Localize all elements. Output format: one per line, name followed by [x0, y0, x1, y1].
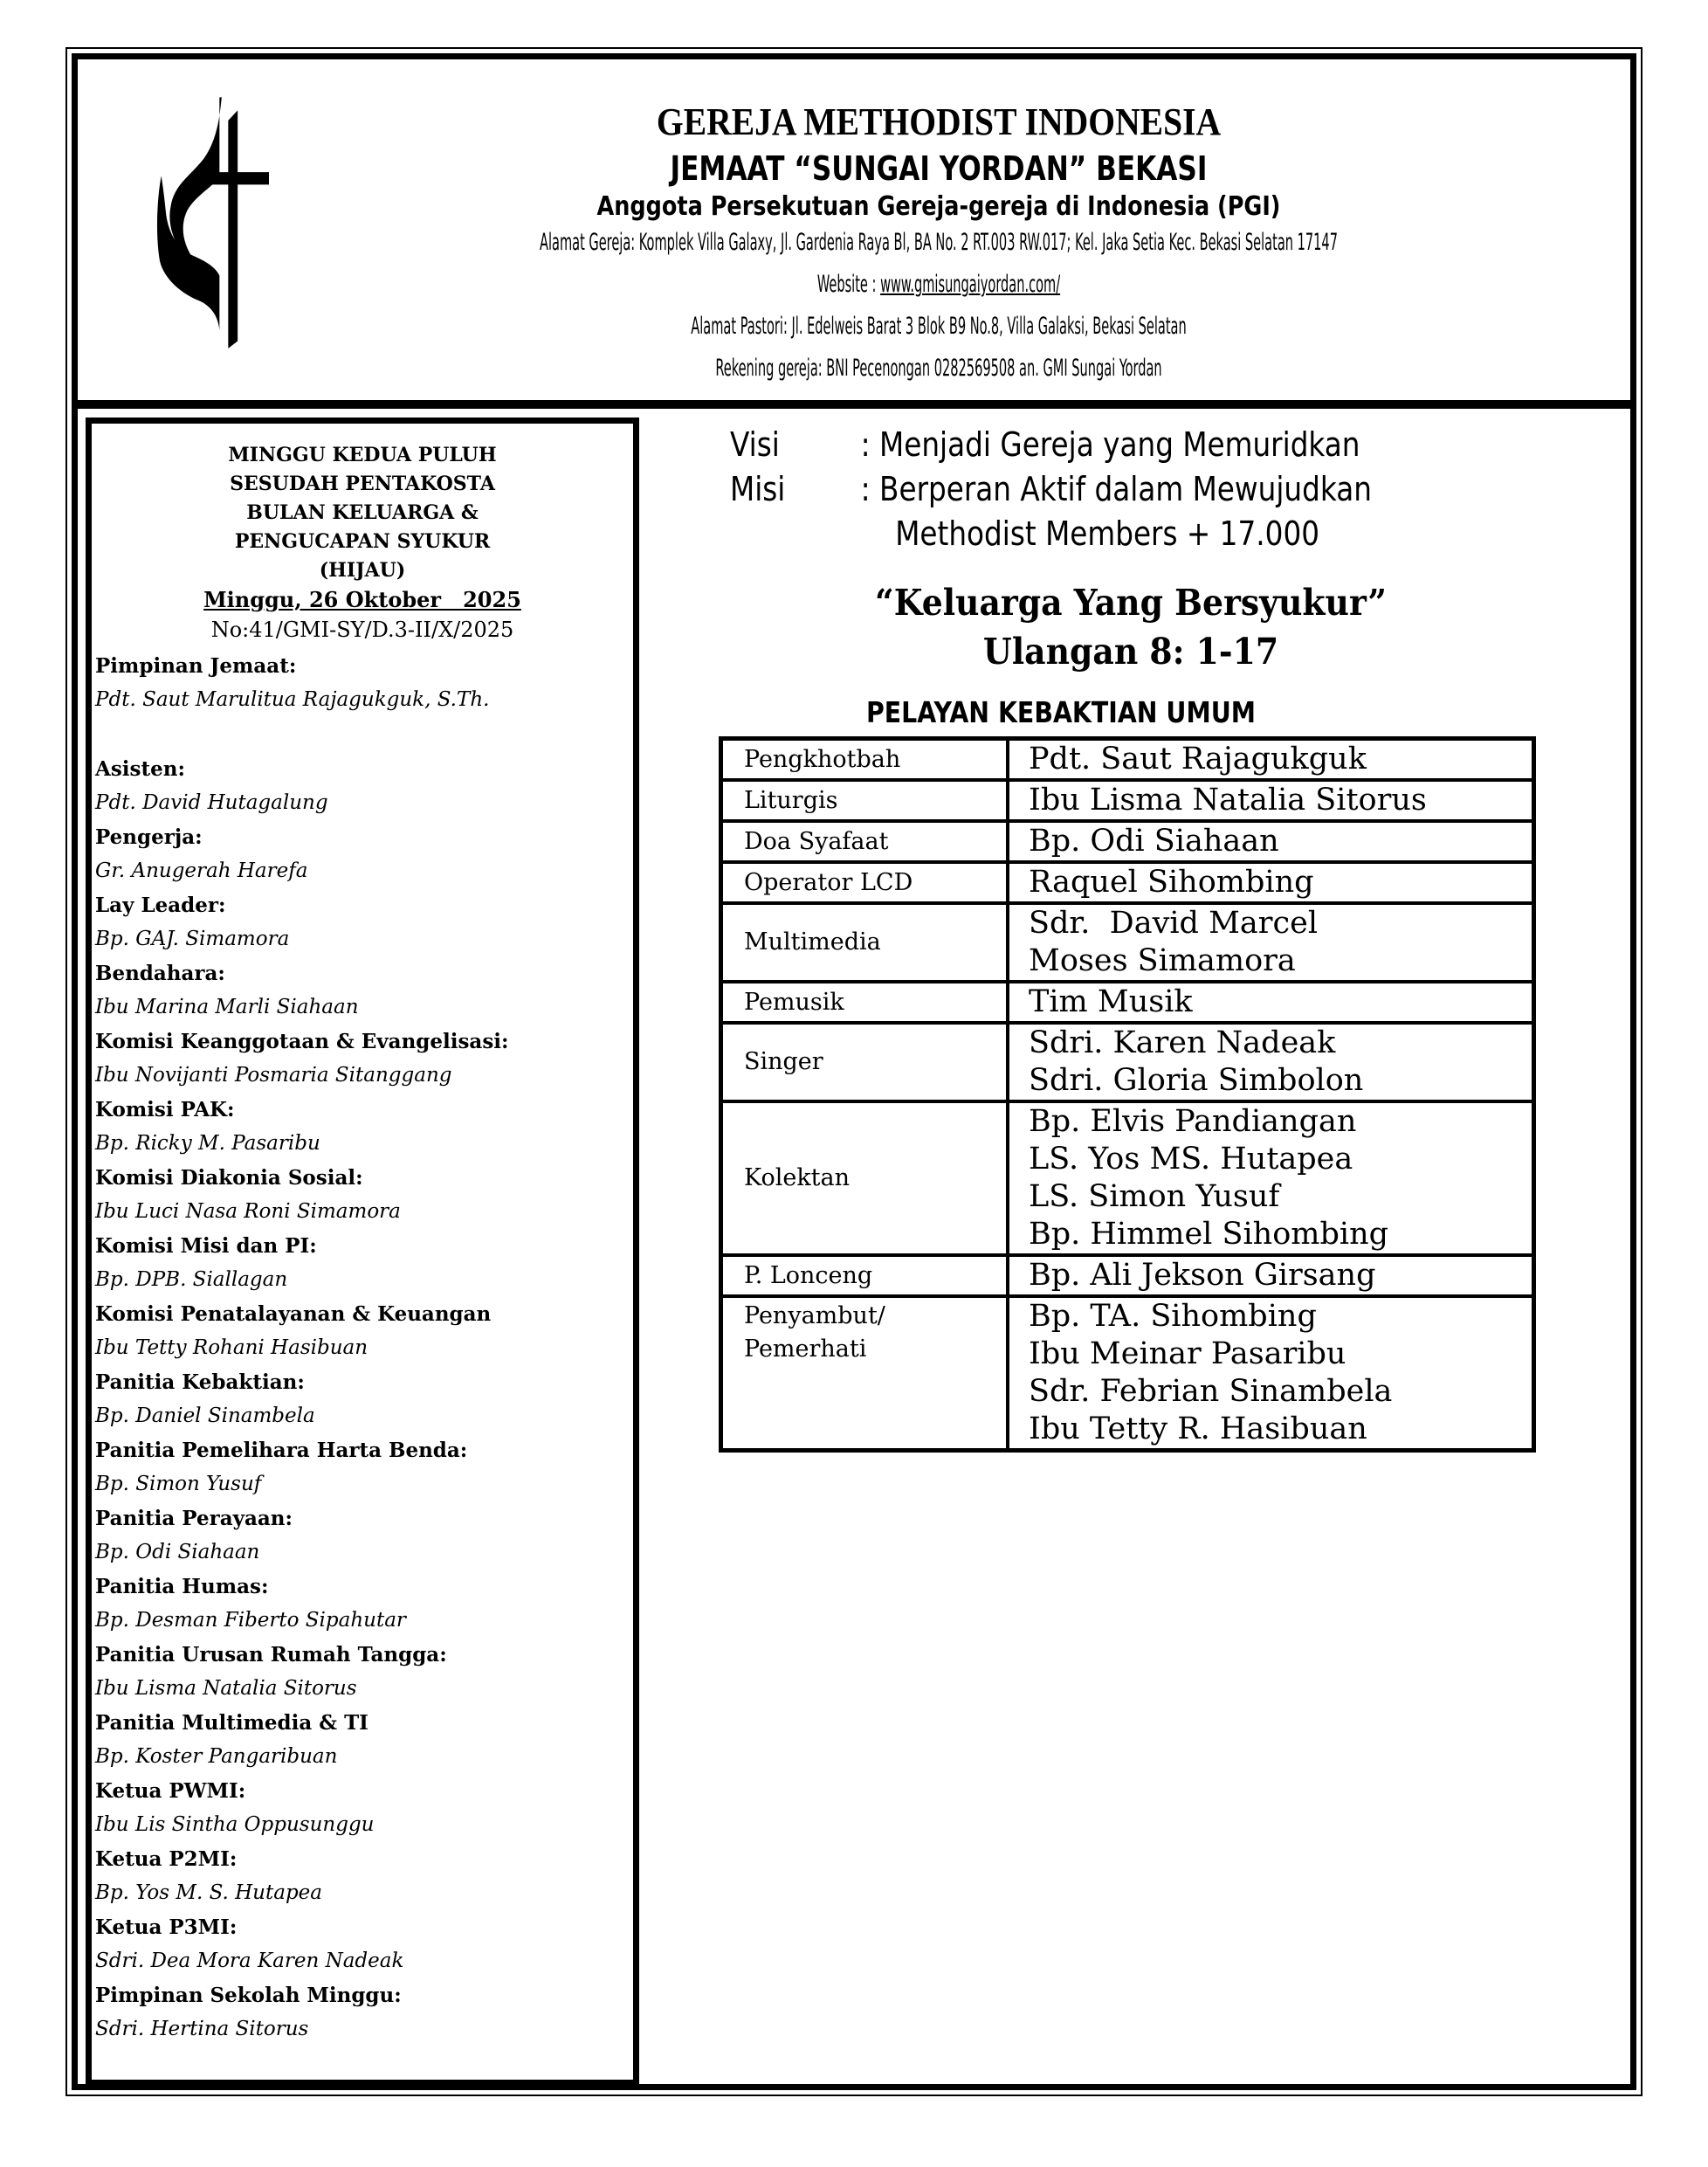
- officer-role: Bendahara:: [95, 962, 225, 985]
- church-address: Alamat Gereja: Komplek Villa Galaxy, Jl. Gardenia Raya Bl, BA No. 2 RT.003 RW.017; Kel. Jaka Setia Kec. Bekasi Selatan 17147: [540, 229, 1338, 256]
- officer-name: Bp. Simon Yusuf: [95, 1473, 262, 1495]
- officer-name: Ibu Lisma Natalia Sitorus: [95, 1677, 357, 1700]
- service-name: Tim Musik: [1029, 984, 1193, 1019]
- service-name: Pdt. Saut Rajagukguk: [1029, 742, 1367, 776]
- website-line: [533, 273, 1345, 314]
- officer-name: Bp. Koster Pangaribuan: [95, 1745, 338, 1768]
- service-role: Liturgis: [721, 780, 1009, 821]
- officer-role: Ketua P2MI:: [95, 1847, 238, 1871]
- officer-name: Gr. Anugerah Harefa: [95, 859, 308, 882]
- header-divider: [72, 400, 1636, 409]
- officer-name: Bp. GAJ. Simamora: [95, 928, 290, 950]
- sidebar-heading-line: SESUDAH PENTAKOSTA: [230, 473, 495, 495]
- service-name: Bp. Himmel Sihombing: [1029, 1217, 1389, 1252]
- service-row: [721, 1023, 1534, 1101]
- mission-row: [730, 467, 1372, 512]
- sidebar-heading-line: (HIJAU): [319, 559, 406, 582]
- document-number: No:41/GMI-SY/D.3-II/X/2025: [210, 618, 514, 642]
- service-table-title: PELAYAN KEBAKTIAN UMUM: [865, 695, 1256, 729]
- service-roster-table: [719, 736, 1536, 1453]
- officer-name: Bp. Daniel Sinambela: [95, 1404, 315, 1427]
- sidebar-heading-line: PENGUCAPAN SYUKUR: [234, 530, 491, 553]
- parsonage-address: Alamat Pastori: Jl. Edelweis Barat 3 Blok B9 No.8, Villa Galaksi, Bekasi Selatan: [691, 313, 1187, 340]
- membership-line: Anggota Persekutuan Gereja-gereja di Indonesia (PGI): [596, 191, 1281, 222]
- service-name: Sdr. David Marcel: [1029, 906, 1319, 941]
- officer-name: Pdt. David Hutagalung: [95, 791, 328, 814]
- officer-role: Ketua P3MI:: [95, 1915, 238, 1939]
- service-row: [721, 1296, 1534, 1451]
- vision-label: Visi: [730, 425, 780, 464]
- service-name: Ibu Meinar Pasaribu: [1029, 1336, 1346, 1371]
- officer-role: Ketua PWMI:: [95, 1779, 246, 1803]
- officer-role: Komisi Keanggotaan & Evangelisasi:: [95, 1030, 509, 1053]
- officer-name: Bp. Desman Fiberto Sipahutar: [95, 1609, 406, 1632]
- cross-and-flame-icon: [138, 68, 269, 374]
- service-role: [721, 1296, 1009, 1451]
- service-role: P. Lonceng: [721, 1255, 1009, 1296]
- vision-row: [730, 423, 1372, 467]
- officer-role: Panitia Humas:: [95, 1575, 269, 1598]
- vision-text: : Menjadi Gereja yang Memuridkan: [860, 425, 1360, 464]
- service-row: [721, 821, 1534, 862]
- service-names: [1008, 1101, 1534, 1255]
- service-name: Sdri. Gloria Simbolon: [1029, 1063, 1364, 1098]
- officer-role: Lay Leader:: [95, 894, 226, 917]
- officer-role: Pimpinan Sekolah Minggu:: [95, 1984, 402, 2007]
- officer-name: Bp. Ricky M. Pasaribu: [95, 1132, 320, 1155]
- officer-role: Panitia Perayaan:: [95, 1507, 293, 1530]
- service-names: [1008, 903, 1534, 982]
- service-role: Pengkhotbah: [721, 739, 1009, 781]
- officer-role: Panitia Multimedia & TI: [95, 1711, 368, 1735]
- officers-list: [95, 649, 630, 2046]
- service-names: [1008, 982, 1534, 1023]
- officer-name: Ibu Tetty Rohani Hasibuan: [95, 1336, 368, 1359]
- mission-label: Misi: [730, 470, 786, 508]
- service-name: LS. Yos MS. Hutapea: [1029, 1142, 1353, 1177]
- officer-name: Ibu Luci Nasa Roni Simamora: [95, 1200, 401, 1223]
- letterhead: [262, 100, 1615, 398]
- sidebar-officers-box: [86, 418, 639, 2086]
- service-name: Bp. Ali Jekson Girsang: [1029, 1258, 1376, 1293]
- officer-role: Panitia Kebaktian:: [95, 1370, 305, 1394]
- officer-role: Komisi Diakonia Sosial:: [95, 1166, 363, 1190]
- service-name: Bp. Elvis Pandiangan: [1029, 1104, 1357, 1139]
- service-name: LS. Simon Yusuf: [1029, 1179, 1280, 1214]
- service-role: Kolektan: [721, 1101, 1009, 1255]
- officer-name: Bp. DPB. Siallagan: [95, 1268, 288, 1291]
- officer-name: Bp. Yos M. S. Hutapea: [95, 1881, 322, 1904]
- service-row: [721, 1255, 1534, 1296]
- sidebar-heading-line: MINGGU KEDUA PULUH: [228, 444, 497, 466]
- website-label: Website :: [816, 271, 881, 298]
- officer-role: Pimpinan Jemaat:: [95, 654, 297, 678]
- theme-scripture: Ulangan 8: 1-17: [982, 631, 1279, 673]
- officer-name: Ibu Marina Marli Siahaan: [95, 996, 359, 1018]
- officer-role: Panitia Pemelihara Harta Benda:: [95, 1439, 468, 1462]
- website-link[interactable]: www.gmisungaiyordan.com/: [880, 271, 1061, 298]
- sermon-theme: [716, 578, 1546, 676]
- officer-name: Ibu Novijanti Posmaria Sitanggang: [95, 1064, 452, 1087]
- service-names: [1008, 739, 1534, 781]
- service-row: [721, 982, 1534, 1023]
- officer-name: Pdt. Saut Marulitua Rajagukguk, S.Th.: [95, 688, 490, 711]
- mission-continuation: Methodist Members + 17.000: [895, 514, 1320, 553]
- service-name: Moses Simamora: [1029, 943, 1296, 978]
- officer-role: Asisten:: [95, 757, 185, 781]
- officer-role: Komisi PAK:: [95, 1098, 235, 1121]
- sidebar-heading-line: BULAN KELUARGA &: [246, 501, 479, 524]
- officer-role: Komisi Penatalayanan & Keuangan: [95, 1302, 492, 1326]
- service-row: [721, 862, 1534, 903]
- vision-mission: [730, 423, 1477, 556]
- service-name: Bp. TA. Sihombing: [1029, 1299, 1317, 1334]
- service-name: Bp. Odi Siahaan: [1029, 824, 1279, 859]
- service-name: Ibu Lisma Natalia Sitorus: [1029, 783, 1427, 818]
- officer-name: Sdri. Hertina Sitorus: [95, 2018, 309, 2040]
- service-row: [721, 903, 1534, 982]
- mission-text: : Berperan Aktif dalam Mewujudkan: [860, 470, 1372, 508]
- service-role: Multimedia: [721, 903, 1009, 982]
- service-row: [721, 780, 1534, 821]
- service-row: [721, 739, 1534, 781]
- officer-name: Ibu Lis Sintha Oppusunggu: [95, 1813, 375, 1836]
- service-role: Singer: [721, 1023, 1009, 1101]
- officer-role: Pengerja:: [95, 825, 203, 849]
- service-names: [1008, 780, 1534, 821]
- sidebar-heading: [92, 441, 633, 645]
- service-name: Ibu Tetty R. Hasibuan: [1029, 1411, 1367, 1446]
- service-role-line: Pemerhati: [744, 1335, 867, 1363]
- service-name: Sdr. Febrian Sinambela: [1029, 1374, 1393, 1409]
- service-names: [1008, 1023, 1534, 1101]
- service-names: [1008, 821, 1534, 862]
- service-date: Minggu, 26 Oktober 2025: [203, 587, 521, 612]
- service-names: [1008, 1255, 1534, 1296]
- bank-account: Rekening gereja: BNI Pecenongan 0282569508 an. GMI Sungai Yordan: [715, 355, 1162, 382]
- service-names: [1008, 1296, 1534, 1451]
- congregation-name: JEMAAT “SUNGAI YORDAN” BEKASI: [670, 149, 1208, 188]
- service-name: Sdri. Karen Nadeak: [1029, 1025, 1336, 1060]
- officer-role: Panitia Urusan Rumah Tangga:: [95, 1643, 447, 1667]
- theme-title: “Keluarga Yang Bersyukur”: [875, 582, 1387, 624]
- spacer: [95, 717, 630, 752]
- officer-name: Sdri. Dea Mora Karen Nadeak: [95, 1950, 404, 1972]
- service-role: Operator LCD: [721, 862, 1009, 903]
- service-role: Doa Syafaat: [721, 821, 1009, 862]
- service-role-line: Penyambut/: [744, 1302, 885, 1329]
- service-name: Raquel Sihombing: [1029, 865, 1314, 900]
- officer-role: Komisi Misi dan PI:: [95, 1234, 317, 1258]
- service-role: Pemusik: [721, 982, 1009, 1023]
- service-names: [1008, 862, 1534, 903]
- church-name: GEREJA METHODIST INDONESIA: [656, 100, 1222, 143]
- service-row: [721, 1101, 1534, 1255]
- officer-name: Bp. Odi Siahaan: [95, 1541, 260, 1563]
